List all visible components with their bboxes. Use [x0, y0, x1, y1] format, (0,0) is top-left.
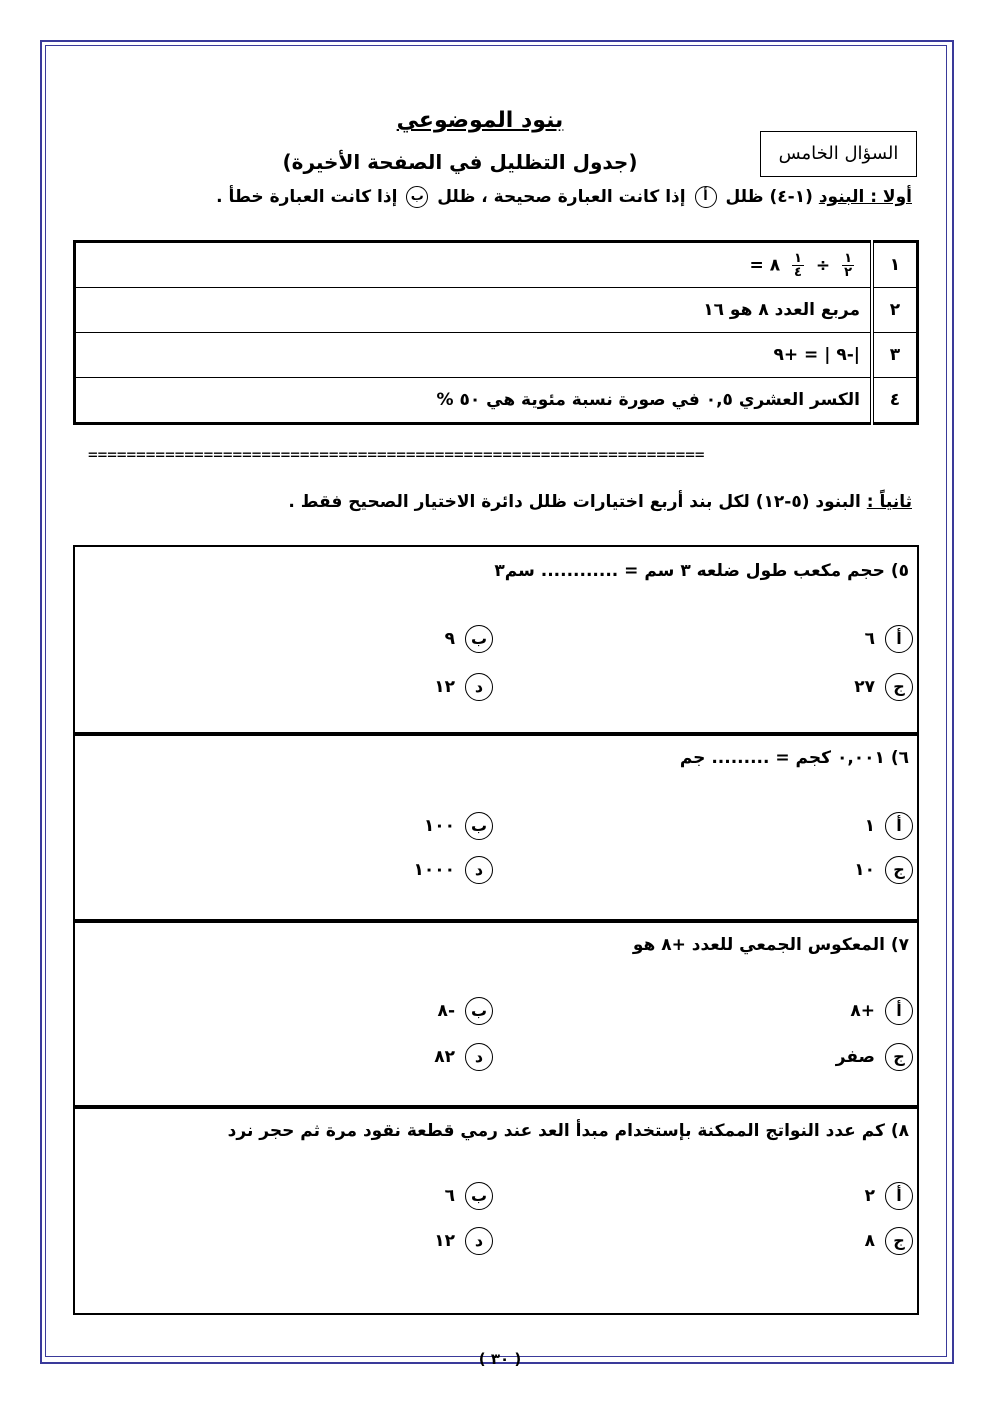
option-circle-icon[interactable]: أ — [885, 997, 913, 1025]
option-c[interactable] — [836, 1043, 913, 1071]
divide-sign: ÷ — [815, 255, 831, 275]
option-b[interactable] — [445, 1182, 493, 1210]
option-value: ٦ — [444, 1186, 455, 1206]
page-number: ( ٣٠ ) — [478, 1350, 522, 1368]
option-value: ٨ — [864, 1231, 875, 1251]
option-value: ٨٢ — [434, 1047, 455, 1067]
option-value: ٦ — [864, 629, 875, 649]
option-b[interactable] — [438, 997, 493, 1025]
part1-range: (١-٤) — [769, 187, 813, 207]
option-circle-icon[interactable]: د — [465, 1227, 493, 1255]
option-value: ٢٧ — [854, 677, 875, 697]
table-row — [75, 288, 918, 333]
item-statement: الكسر العشري ٠,٥ في صورة نسبة مئوية هي ٥٠ % — [75, 378, 873, 424]
mcq-question-6 — [73, 732, 919, 923]
part1-label: أولا : البنود — [818, 187, 912, 207]
option-value: -٨ — [437, 1001, 455, 1021]
item-number: ١ — [872, 242, 918, 288]
option-circle-icon[interactable]: ج — [885, 1227, 913, 1255]
question-text: ٥) حجم مكعب طول ضلعه ٣ سم = ............ سم٣ — [494, 561, 909, 581]
item-number: ٣ — [872, 333, 918, 378]
option-value: ١٠٠٠ — [413, 860, 455, 880]
option-circle-icon[interactable]: ب — [465, 625, 493, 653]
option-circle-icon[interactable]: أ — [885, 625, 913, 653]
mcq-question-5 — [73, 545, 919, 736]
item-number: ٤ — [872, 378, 918, 424]
mcq-question-8 — [73, 1105, 919, 1315]
option-c[interactable] — [854, 856, 913, 884]
option-circle-icon[interactable]: ج — [885, 856, 913, 884]
mcq-question-7 — [73, 919, 919, 1109]
option-value: ١٢ — [434, 677, 455, 697]
option-value: ٩ — [444, 629, 455, 649]
part2-instructions — [288, 492, 912, 512]
fraction — [842, 252, 854, 279]
question-label-box: السؤال الخامس — [760, 131, 917, 177]
option-value: ١٠ — [854, 860, 875, 880]
item-statement: مربع العدد ٨ هو ١٦ — [75, 288, 873, 333]
item-number: ٢ — [872, 288, 918, 333]
fraction — [792, 252, 804, 279]
part2-text: البنود (٥-١٢) لكل بند أربع اختيارات ظلل دائرة الاختيار الصحيح فقط . — [288, 492, 861, 512]
option-a[interactable] — [865, 625, 913, 653]
option-circle-icon[interactable]: ب — [465, 1182, 493, 1210]
option-circle-icon[interactable]: أ — [885, 812, 913, 840]
page-subtitle: (جدول التظليل في الصفحة الأخيرة) — [282, 150, 638, 174]
option-b[interactable] — [445, 625, 493, 653]
true-false-table — [73, 240, 919, 425]
part1-text3: إذا كانت العبارة خطأ . — [216, 187, 398, 207]
option-value: ١٢ — [434, 1231, 455, 1251]
option-b[interactable] — [424, 812, 493, 840]
option-circle-icon[interactable]: أ — [885, 1182, 913, 1210]
item-statement — [75, 242, 873, 288]
table-row — [75, 242, 918, 288]
circle-a-icon: أ — [695, 186, 717, 208]
part1-text2: إذا كانت العبارة صحيحة ، ظلل — [437, 187, 686, 207]
question-text: ٨) كم عدد النواتج الممكنة بإستخدام مبدأ العد عند رمي قطعة نقود مرة ثم حجر نرد — [227, 1121, 909, 1141]
table-row — [75, 378, 918, 424]
option-circle-icon[interactable]: د — [465, 856, 493, 884]
option-circle-icon[interactable]: ب — [465, 812, 493, 840]
table-row — [75, 333, 918, 378]
part1-text1: ظلل — [725, 187, 764, 207]
part2-label: ثانياً : — [866, 492, 912, 512]
fraction-denominator: ٢ — [844, 264, 852, 280]
circle-b-icon: ب — [406, 186, 428, 208]
option-c[interactable] — [854, 673, 913, 701]
option-d[interactable] — [434, 1227, 493, 1255]
fraction-numerator: ١ — [794, 250, 802, 266]
item-statement: |-٩ | = +٩ — [75, 333, 873, 378]
fraction-numerator: ١ — [844, 250, 852, 266]
option-a[interactable] — [865, 812, 913, 840]
option-value: صفر — [835, 1047, 875, 1067]
separator-line: ================================================================ — [88, 445, 705, 464]
option-a[interactable] — [850, 997, 913, 1025]
option-circle-icon[interactable]: ج — [885, 673, 913, 701]
part1-instructions — [216, 186, 912, 208]
option-d[interactable] — [434, 673, 493, 701]
option-d[interactable] — [413, 856, 493, 884]
equation-result: = ٨ — [749, 255, 781, 275]
option-circle-icon[interactable]: د — [465, 673, 493, 701]
option-c[interactable] — [865, 1227, 913, 1255]
page-title: بنود الموضوعي — [396, 108, 564, 133]
option-value: ٢ — [864, 1186, 875, 1206]
question-text: ٦) ٠,٠٠١ كجم = ......... جم — [679, 748, 909, 768]
fraction-denominator: ٤ — [794, 264, 802, 280]
option-value: ١٠٠ — [423, 816, 455, 836]
option-d[interactable] — [434, 1043, 493, 1071]
option-circle-icon[interactable]: ج — [885, 1043, 913, 1071]
option-value: ١ — [864, 816, 875, 836]
option-circle-icon[interactable]: د — [465, 1043, 493, 1071]
option-circle-icon[interactable]: ب — [465, 997, 493, 1025]
option-a[interactable] — [865, 1182, 913, 1210]
option-value: +٨ — [850, 1001, 875, 1021]
question-text: ٧) المعكوس الجمعي للعدد +٨ هو — [632, 935, 909, 955]
